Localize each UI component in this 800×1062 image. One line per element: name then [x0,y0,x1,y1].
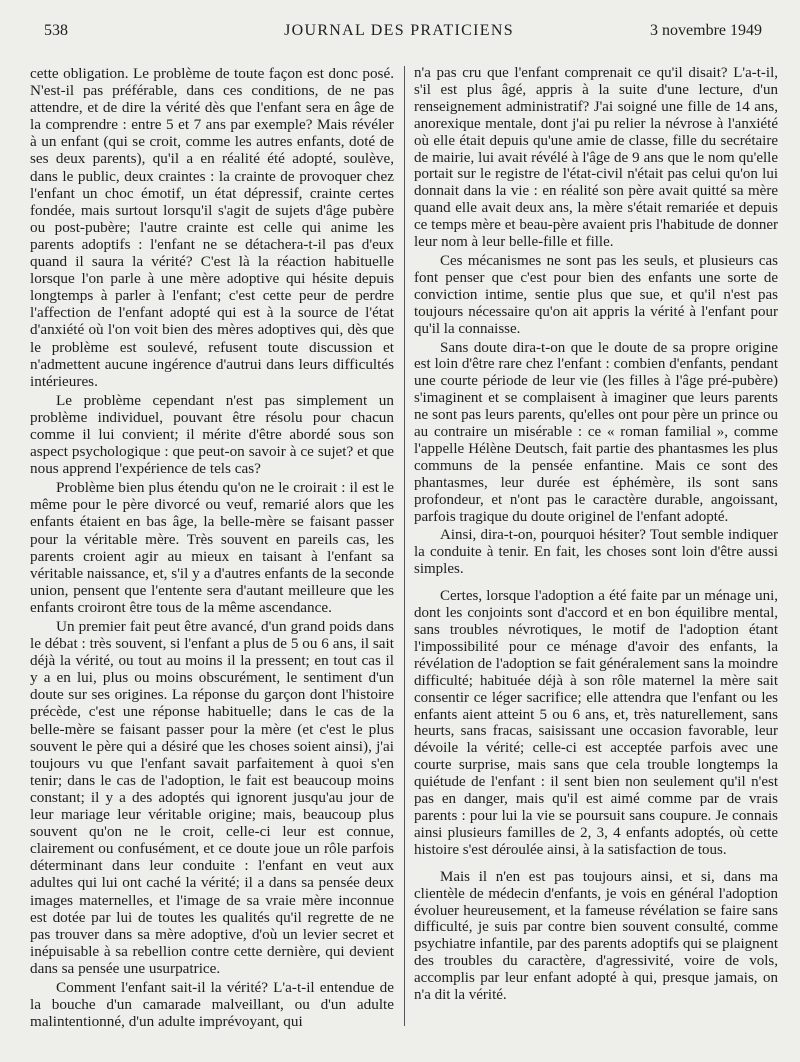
column-divider [404,66,405,1026]
paragraph: Ainsi, dira-t-on, pourquoi hésiter? Tout semble indiquer la conduite à tenir. En fait, les choses sont loin d'être aussi simples. [414,527,778,578]
journal-title: JOURNAL DES PRATICIENS [284,22,514,39]
paragraph: Ces mécanismes ne sont pas les seuls, et plusieurs cas font penser que c'est pour bien des enfants une sorte de conviction intime, sentie plus que sue, et qu'il n'est pas toujours nécessaire qu'on ait appris la vérité à l'enfant pour qu'il la connaisse. [414,252,778,337]
issue-date: 3 novembre 1949 [650,22,762,39]
page-number: 538 [44,22,68,39]
paragraph: Certes, lorsque l'adoption a été faite par un ménage uni, dont les conjoints sont d'accord et en bon équilibre mental, sans troubles névrotiques, le motif de l'adoption étant l'impossibilité pour ce ménage d'avoir des enfants, la révélation de l'adoption se fait généralement sans la moindre difficulté; habituée déjà à son rôle maternel la mère sait consentir ce léger sacrifice; elle attendra que l'enfant ou les enfants aient atteint 5 ou 6 ans, et, très naturellement, sans heurts, sans fracas, saisissant une occasion favorable, leur dévoile la vérité; celle-ci est acceptée parfois avec une courte surprise, mais sans que cela trouble longtemps la quiétude de l'enfant : il sent bien non seulement qu'il n'est pas en danger, mais qu'il est aimé comme par de vrais parents : pour lui la vie se poursuit sans coupure. Je connais ainsi plusieurs familles de 2, 3, 4 enfants adoptés, où cette histoire s'est déroulée ainsi, à la satisfaction de tous. [414,588,778,858]
paragraph: Problème bien plus étendu qu'on ne le croirait : il est le même pour le père divorcé ou veuf, remarié alors que les enfants étaient en bas âge, la belle-mère se faisant passer pour la véritable mère. Très souvent en pareils cas, les parents croient agir au mieux en taisant à l'enfant sa véritable naissance, et, s'il y a d'autres enfants de la seconde union, pensent que l'entente sera d'autant meilleure que les enfants croiront être tous de la même ascendance. [30,479,394,616]
left-column [30,65,394,1030]
right-column [414,65,778,1004]
paragraph: Le problème cependant n'est pas simplement un problème individuel, pouvant être résolu pour chacun comme il lui convient; il mérite d'être abordé sous son aspect psychologique : que peut-on savoir à ce sujet? et que nous apprend l'expérience de tels cas? [30,391,394,478]
paragraph: Mais il n'en est pas toujours ainsi, et si, dans ma clientèle de médecin d'enfants, je vois en général l'adoption évoluer heureusement, et la fameuse révélation se faire sans difficulté, je suis par contre bien souvent consulté, comme psychiatre infantile, par des parents adoptifs qui se plaignent des troubles du caractère, d'agressivité, voire de vols, accomplis par leur enfant adopté à qui, presque jamais, on n'a dit la vérité. [414,868,778,1004]
paragraph: n'a pas cru que l'enfant comprenait ce qu'il disait? L'a-t-il, s'il est plus âgé, appris à la suite d'une lecture, d'un renseignement administratif? J'ai soigné une fille de 14 ans, anorexique mentale, dont j'ai pu relier la névrose à l'anxiété où elle était depuis qu'une amie de classe, fille du secrétaire de mairie, lui avait révélé à l'âge de 9 ans que le nom qu'elle portait sur le registre de l'état-civil n'était pas celui qu'on lui donnait dans la vie : en réalité son père avait quitté sa mère quand elle avait deux ans, la mère s'était remariée et depuis ce temps mère et beau-père avaient pris l'habitude de donner leur nom à leur belle-fille et fille. [414,65,778,251]
paragraph: Sans doute dira-t-on que le doute de sa propre origine est loin d'être rare chez l'enfant : combien d'enfants, pendant une courte période de leur vie (les filles à l'âge pré-pubère) s'imaginent et se complaisent à imaginer que leurs parents ne sont pas leurs parents, qu'elles ont pour père un prince ou au contraire un misérable : ce « roman familial », comme l'appelle Hélène Deutsch, fait partie des phantasmes les plus communs de la pensée enfantine. Mais ce sont des phantasmes, leur durée est éphémère, ils sont sans profondeur, et n'ont pas le caractère durable, angoissant, parfois tragique du doute originel de l'enfant adopté. [414,339,778,525]
paragraph: cette obligation. Le problème de toute façon est donc posé. N'est-il pas préférable, dans ces conditions, de ne pas attendre, et de dire la vérité dès que l'enfant sera en âge de la comprendre : entre 5 et 7 ans par exemple? Mais révéler à un enfant (qui se croit, comme les autres enfants, doté de ses deux parents), qu'il a en réalité été adopté, soulève, dans le public, deux craintes : la crainte de provoquer chez l'enfant un choc émotif, un état dépressif, crainte certes fondée, mais surtout lorsqu'il s'agit de sujets d'âge pubère ou post-pubère; l'autre crainte est celle qui anime les parents adoptifs : l'enfant ne se détachera-t-il pas d'eux quand il saura la vérité? C'est là la réaction habituelle lorsque l'on parle à une mère adoptive qui hésite depuis longtemps à parler à l'enfant; c'est cette peur de perdre l'affection de l'enfant adopté qui est à la source de l'état d'anxiété où l'on voit bien des mères adoptives qui, dès que le problème est soulevé, refusent toute discussion et n'admettent aucune ingérence d'autrui dans leurs difficultés intérieures. [30,65,394,390]
page-header [36,22,762,46]
paragraph: Un premier fait peut être avancé, d'un grand poids dans le débat : très souvent, si l'enfant a plus de 5 ou 6 ans, il sait déjà la vérité, ou tout au moins il la pressent; en tout cas il y a en lui, plus ou moins obscurément, le sentiment d'un doute sur ses origines. La réponse du garçon dont l'histoire précède, c'est une réponse habituelle; dans le cas de la belle-mère se faisant passer pour la mère (et c'est le plus souvent le père qui a désiré que les choses soient ainsi), j'ai toujours vu que l'enfant savait parfaitement à quoi s'en tenir; dans le cas de l'adoption, le fait est beaucoup moins constant; il y a des adoptés qui ignorent jusqu'au jour de leur mariage leur véritable origine; mais, beaucoup plus souvent qu'on ne le croit, celle-ci leur est connue, clairement ou confusément, et ce doute joue un rôle parfois déterminant dans leur conduite : l'enfant en veut aux adultes qui lui ont caché la vérité; il a dans sa pensée deux images maternelles, et l'image de sa vraie mère inconnue est dotée par lui de toutes les qualités qu'il regrette de ne pas trouver dans sa mère adoptive, d'où un levier secret et inépuisable à sa rebellion contre cette dernière, qui devient dans sa pensée une usurpatrice. [30,618,394,977]
paragraph: Comment l'enfant sait-il la vérité? L'a-t-il entendue de la bouche d'un camarade malveillant, ou d'un adulte malintentionné, d'un adulte imprévoyant, qui [30,978,394,1031]
